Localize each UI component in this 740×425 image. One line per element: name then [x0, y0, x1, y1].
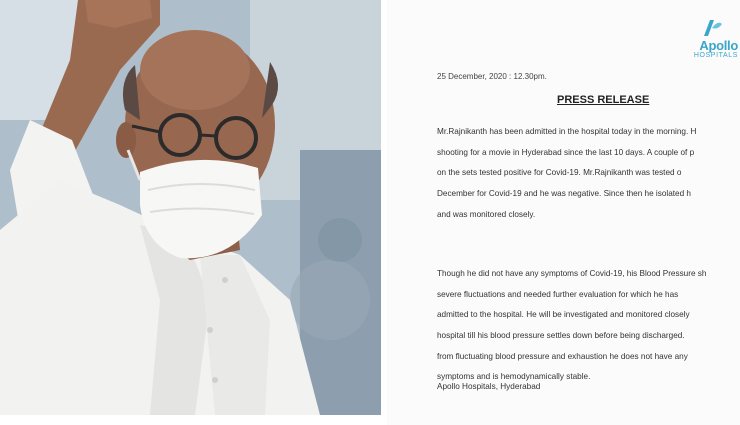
paragraph-line: shooting for a movie in Hyderabad since the last 10 days. A couple of p [437, 147, 695, 157]
paragraph-2 [437, 264, 706, 388]
paragraph-line: on the sets tested positive for Covid-19. Mr.Rajnikanth was tested o [437, 168, 682, 178]
paragraph-line: hospital till his blood pressure settles down before being discharged. [437, 331, 685, 341]
paragraph-line: and was monitored closely. [437, 209, 536, 219]
apollo-logo [690, 18, 738, 62]
logo-name: Apollo [699, 38, 738, 53]
apollo-logo-icon [702, 18, 724, 38]
paragraph-line: Though he did not have any symptoms of Covid-19, his Blood Pressure sh [437, 269, 707, 278]
logo-subtitle: HOSPITALS [693, 52, 738, 59]
paragraph-line: from fluctuating blood pressure and exhaustion he does not have any [437, 351, 688, 361]
paragraph-line: December for Covid-19 and he was negative. Since then he isolated h [437, 189, 691, 199]
paragraph-1 [437, 122, 696, 225]
paragraph-line: admitted to the hospital. He will be investigated and monitored closely [437, 310, 690, 320]
press-release-document [387, 0, 740, 425]
paragraph-line: Mr.Rajnikanth has been admitted in the hospital today in the morning. H [437, 127, 697, 136]
press-release-heading: PRESS RELEASE [557, 94, 650, 106]
paragraph-line: symptoms and is hemodynamically stable. [437, 372, 591, 382]
release-date: 25 December, 2020 : 12.30pm. [437, 72, 547, 81]
paragraph-line: severe fluctuations and needed further evaluation for which he has [437, 289, 679, 299]
signature: Apollo Hospitals, Hyderabad [437, 382, 541, 391]
